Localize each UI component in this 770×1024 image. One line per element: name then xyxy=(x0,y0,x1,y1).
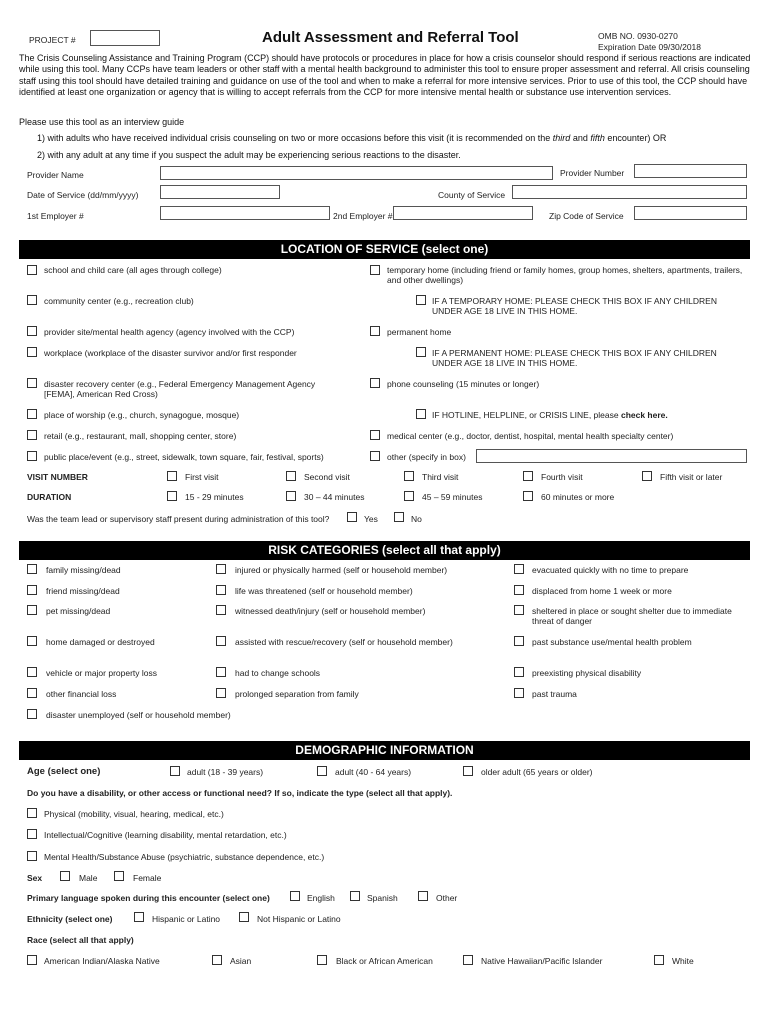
language-spanish-checkbox[interactable] xyxy=(350,891,360,901)
risk-option-label: evacuated quickly with no time to prepare xyxy=(532,565,689,575)
location-retail-checkbox[interactable] xyxy=(27,430,37,440)
hotline-checkbox[interactable] xyxy=(416,409,426,419)
risk-option-label: had to change schools xyxy=(235,668,321,678)
race-label: Race (select all that apply) xyxy=(27,935,134,945)
risk-checkbox[interactable] xyxy=(216,605,226,615)
item-emphasis: fifth xyxy=(590,133,605,143)
language-english-checkbox[interactable] xyxy=(290,891,300,901)
age-option-label: adult (18 - 39 years) xyxy=(187,767,264,777)
risk-option-label: preexisting physical disability xyxy=(532,668,642,678)
risk-checkbox[interactable] xyxy=(216,564,226,574)
language-other-checkbox[interactable] xyxy=(418,891,428,901)
sex-male-label: Male xyxy=(79,873,98,883)
ethnicity-label: Ethnicity (select one) xyxy=(27,914,113,924)
provider-number-label: Provider Number xyxy=(560,168,625,178)
risk-option-label: other financial loss xyxy=(46,689,117,699)
race-option-label: Native Hawaiian/Pacific Islander xyxy=(481,956,603,966)
disability-option-label: Intellectual/Cognitive (learning disability, mental retardation, etc.) xyxy=(44,830,287,840)
duration-option-label: 30 – 44 minutes xyxy=(304,492,365,502)
location-temp-home-checkbox[interactable] xyxy=(370,265,380,275)
race-option-label: White xyxy=(672,956,694,966)
age-40-64-checkbox[interactable] xyxy=(317,766,327,776)
team-lead-no-checkbox[interactable] xyxy=(394,512,404,522)
provider-name-label: Provider Name xyxy=(27,170,84,180)
risk-option-label: injured or physically harmed (self or household member) xyxy=(235,565,448,575)
temp-home-children-label: IF A TEMPORARY HOME: PLEASE CHECK THIS BOX IF ANY CHILDREN UNDER AGE 18 LIVE IN THIS HOME. xyxy=(432,296,717,316)
age-label: Age (select one) xyxy=(27,766,101,777)
demographic-banner: DEMOGRAPHIC INFORMATION xyxy=(19,741,750,760)
disability-option-label: Physical (mobility, visual, hearing, medical, etc.) xyxy=(44,809,224,819)
disability-physical-checkbox[interactable] xyxy=(27,808,37,818)
guide-item-1 xyxy=(37,133,666,143)
ethnicity-hispanic-checkbox[interactable] xyxy=(134,912,144,922)
county-label: County of Service xyxy=(438,190,506,200)
risk-checkbox[interactable] xyxy=(27,585,37,595)
zip-label: Zip Code of Service xyxy=(549,211,624,221)
provider-number-field[interactable] xyxy=(634,164,747,178)
duration-option-label: 15 - 29 minutes xyxy=(185,492,244,502)
location-option-label: permanent home xyxy=(387,327,452,337)
language-option-label: Other xyxy=(436,893,458,903)
risk-option-label: displaced from home 1 week or more xyxy=(532,586,672,596)
item-text: with any adult at any time if you suspect the adult may be experiencing serious reactions to the disaster. xyxy=(47,150,461,160)
duration-15-checkbox[interactable] xyxy=(167,491,177,501)
risk-checkbox[interactable] xyxy=(514,636,524,646)
race-option-label: Black or African American xyxy=(336,956,433,966)
visit-third-checkbox[interactable] xyxy=(404,471,414,481)
team-lead-yes-label: Yes xyxy=(364,514,378,524)
location-school-checkbox[interactable] xyxy=(27,265,37,275)
risk-option-label: home damaged or destroyed xyxy=(46,637,155,647)
visit-option-label: Second visit xyxy=(304,472,350,482)
age-65-plus-checkbox[interactable] xyxy=(463,766,473,776)
location-option-label: phone counseling (15 minutes or longer) xyxy=(387,379,540,389)
risk-option-label: prolonged separation from family xyxy=(235,689,359,699)
race-black-checkbox[interactable] xyxy=(317,955,327,965)
risk-option-label: disaster unemployed (self or household member) xyxy=(46,710,231,720)
perm-home-children-label: IF A PERMANENT HOME: PLEASE CHECK THIS BOX IF ANY CHILDREN UNDER AGE 18 LIVE IN THIS HOME. xyxy=(432,348,717,368)
location-community-checkbox[interactable] xyxy=(27,295,37,305)
location-other-checkbox[interactable] xyxy=(370,451,380,461)
provider-name-field[interactable] xyxy=(160,166,553,180)
location-option-label: school and child care (all ages through college) xyxy=(44,265,222,275)
location-recovery-center-checkbox[interactable] xyxy=(27,378,37,388)
employer-1-label: 1st Employer # xyxy=(27,211,84,221)
risk-checkbox[interactable] xyxy=(514,564,524,574)
location-perm-home-checkbox[interactable] xyxy=(370,326,380,336)
risk-checkbox[interactable] xyxy=(514,585,524,595)
risk-checkbox[interactable] xyxy=(514,688,524,698)
risk-option-label: pet missing/dead xyxy=(46,606,111,616)
sex-female-label: Female xyxy=(133,873,162,883)
race-option-label: Asian xyxy=(230,956,252,966)
risk-option-label: family missing/dead xyxy=(46,565,121,575)
location-option-label: place of worship (e.g., church, synagogue, mosque) xyxy=(44,410,240,420)
employer-1-field[interactable] xyxy=(160,206,330,220)
employer-2-field[interactable] xyxy=(393,206,533,220)
hotline-label xyxy=(432,410,668,420)
race-hawaiian-checkbox[interactable] xyxy=(463,955,473,965)
location-option-label: public place/event (e.g., street, sidewalk, town square, fair, festival, sports) xyxy=(44,452,324,462)
duration-45-checkbox[interactable] xyxy=(404,491,414,501)
location-option-label: retail (e.g., restaurant, mall, shopping center, store) xyxy=(44,431,237,441)
team-lead-question: Was the team lead or supervisory staff present during administration of this tool? xyxy=(27,514,330,524)
expiration-date: Expiration Date 09/30/2018 xyxy=(598,42,702,52)
hotline-emphasis: check here. xyxy=(620,410,668,420)
duration-label: DURATION xyxy=(27,492,72,502)
team-lead-yes-checkbox[interactable] xyxy=(347,512,357,522)
ethnicity-not-hispanic-checkbox[interactable] xyxy=(239,912,249,922)
risk-checkbox[interactable] xyxy=(216,636,226,646)
risk-checkbox[interactable] xyxy=(27,709,37,719)
item-text: and xyxy=(572,133,588,143)
language-label: Primary language spoken during this encounter (select one) xyxy=(27,893,270,903)
temp-home-children-checkbox[interactable] xyxy=(416,295,426,305)
language-option-label: English xyxy=(307,893,335,903)
duration-30-checkbox[interactable] xyxy=(286,491,296,501)
risk-option-label: past trauma xyxy=(532,689,577,699)
location-banner: LOCATION OF SERVICE (select one) xyxy=(19,240,750,259)
item-emphasis: third xyxy=(552,133,571,143)
location-provider-checkbox[interactable] xyxy=(27,326,37,336)
age-option-label: adult (40 - 64 years) xyxy=(335,767,412,777)
item-text: with adults who have received individual crisis counseling on two or more occasions before this visit (it is recommended on the xyxy=(47,133,551,143)
item-number: 1) xyxy=(37,133,46,143)
risk-option-label: past substance use/mental health problem xyxy=(532,637,692,647)
project-number-field[interactable] xyxy=(90,30,160,46)
risk-checkbox[interactable] xyxy=(27,688,37,698)
location-other-field[interactable] xyxy=(476,449,747,463)
hotline-text: IF HOTLINE, HELPLINE, or CRISIS LINE, please xyxy=(432,410,619,420)
risk-checkbox[interactable] xyxy=(27,636,37,646)
page-title: Adult Assessment and Referral Tool xyxy=(262,29,519,46)
risk-option-label: friend missing/dead xyxy=(46,586,120,596)
visit-second-checkbox[interactable] xyxy=(286,471,296,481)
duration-option-label: 45 – 59 minutes xyxy=(422,492,483,502)
risk-option-label: witnessed death/injury (self or household member) xyxy=(235,606,426,616)
location-option-label: community center (e.g., recreation club) xyxy=(44,296,194,306)
visit-fifth-checkbox[interactable] xyxy=(642,471,652,481)
location-option-label: disaster recovery center (e.g., Federal Emergency Management Agency [FEMA], American Red Cross) xyxy=(44,379,316,399)
risk-checkbox[interactable] xyxy=(216,688,226,698)
visit-option-label: First visit xyxy=(185,472,219,482)
disability-cognitive-checkbox[interactable] xyxy=(27,829,37,839)
visit-option-label: Third visit xyxy=(422,472,459,482)
guide-item-2 xyxy=(37,150,461,160)
county-field[interactable] xyxy=(512,185,747,199)
risk-option-label: life was threatened (self or household member) xyxy=(235,586,413,596)
risk-checkbox[interactable] xyxy=(27,667,37,677)
sex-male-checkbox[interactable] xyxy=(60,871,70,881)
risk-option-label: vehicle or major property loss xyxy=(46,668,158,678)
location-workplace-checkbox[interactable] xyxy=(27,347,37,357)
location-option-label: provider site/mental health agency (agency involved with the CCP) xyxy=(44,327,295,337)
sex-female-checkbox[interactable] xyxy=(114,871,124,881)
risk-checkbox[interactable] xyxy=(514,667,524,677)
item-text: encounter) OR xyxy=(607,133,667,143)
race-asian-checkbox[interactable] xyxy=(212,955,222,965)
location-option-label: medical center (e.g., doctor, dentist, hospital, mental health specialty center) xyxy=(387,431,674,441)
location-public-checkbox[interactable] xyxy=(27,451,37,461)
visit-option-label: Fifth visit or later xyxy=(660,472,723,482)
risk-checkbox[interactable] xyxy=(216,585,226,595)
risk-banner: RISK CATEGORIES (select all that apply) xyxy=(19,541,750,560)
disability-mental-health-checkbox[interactable] xyxy=(27,851,37,861)
duration-option-label: 60 minutes or more xyxy=(541,492,615,502)
language-option-label: Spanish xyxy=(367,893,398,903)
visit-option-label: Fourth visit xyxy=(541,472,583,482)
risk-option-label: sheltered in place or sought shelter due to immediate threat of danger xyxy=(532,606,732,626)
location-option-label: other (specify in box) xyxy=(387,452,466,462)
risk-option-label: assisted with rescue/recovery (self or household member) xyxy=(235,637,453,647)
visit-fourth-checkbox[interactable] xyxy=(523,471,533,481)
race-american-indian-checkbox[interactable] xyxy=(27,955,37,965)
visit-first-checkbox[interactable] xyxy=(167,471,177,481)
zip-field[interactable] xyxy=(634,206,747,220)
location-option-label: temporary home (including friend or family homes, group homes, shelters, apartments, trailers, and other dwellings) xyxy=(387,265,743,285)
location-option-label: workplace (workplace of the disaster survivor and/or first responder xyxy=(44,348,297,358)
date-of-service-label: Date of Service (dd/mm/yyyy) xyxy=(27,190,139,200)
disability-option-label: Mental Health/Substance Abuse (psychiatric, substance dependence, etc.) xyxy=(44,852,325,862)
location-phone-checkbox[interactable] xyxy=(370,378,380,388)
risk-checkbox[interactable] xyxy=(514,605,524,615)
race-option-label: American Indian/Alaska Native xyxy=(44,956,160,966)
risk-checkbox[interactable] xyxy=(27,564,37,574)
perm-home-children-checkbox[interactable] xyxy=(416,347,426,357)
risk-checkbox[interactable] xyxy=(27,605,37,615)
intro-paragraph: The Crisis Counseling Assistance and Training Program (CCP) should have protocols or procedures in place for how a crisis counselor should respond if serious reactions are indicated while using this tool. Many CCPs have team leaders or other staff with a mental health background to administer this tool to ensure proper assessment and referral. All crisis counseling staff using this tool should have detailed training and guidance on use of the tool and when to make a referral for more intensive services. Prior to use of this tool, the CCP should have identified at least one organization or agency that is willing to accept referrals from the CCP for more intensive mental health or substance use intervention services. xyxy=(19,53,751,97)
disability-question: Do you have a disability, or other access or functional need? If so, indicate the type (select all that apply). xyxy=(27,788,453,798)
age-18-39-checkbox[interactable] xyxy=(170,766,180,776)
ethnicity-option-label: Not Hispanic or Latino xyxy=(257,914,341,924)
age-option-label: older adult (65 years or older) xyxy=(481,767,593,777)
sex-label: Sex xyxy=(27,873,43,883)
duration-60-checkbox[interactable] xyxy=(523,491,533,501)
project-label: PROJECT # xyxy=(29,35,76,45)
risk-checkbox[interactable] xyxy=(216,667,226,677)
location-worship-checkbox[interactable] xyxy=(27,409,37,419)
item-number: 2) xyxy=(37,150,46,160)
ethnicity-option-label: Hispanic or Latino xyxy=(152,914,221,924)
omb-number: OMB NO. 0930-0270 xyxy=(598,31,678,41)
guide-line: Please use this tool as an interview guide xyxy=(19,117,185,127)
race-white-checkbox[interactable] xyxy=(654,955,664,965)
location-medical-checkbox[interactable] xyxy=(370,430,380,440)
date-of-service-field[interactable] xyxy=(160,185,280,199)
employer-2-label: 2nd Employer # xyxy=(333,211,393,221)
visit-number-label: VISIT NUMBER xyxy=(27,472,88,482)
team-lead-no-label: No xyxy=(411,514,422,524)
